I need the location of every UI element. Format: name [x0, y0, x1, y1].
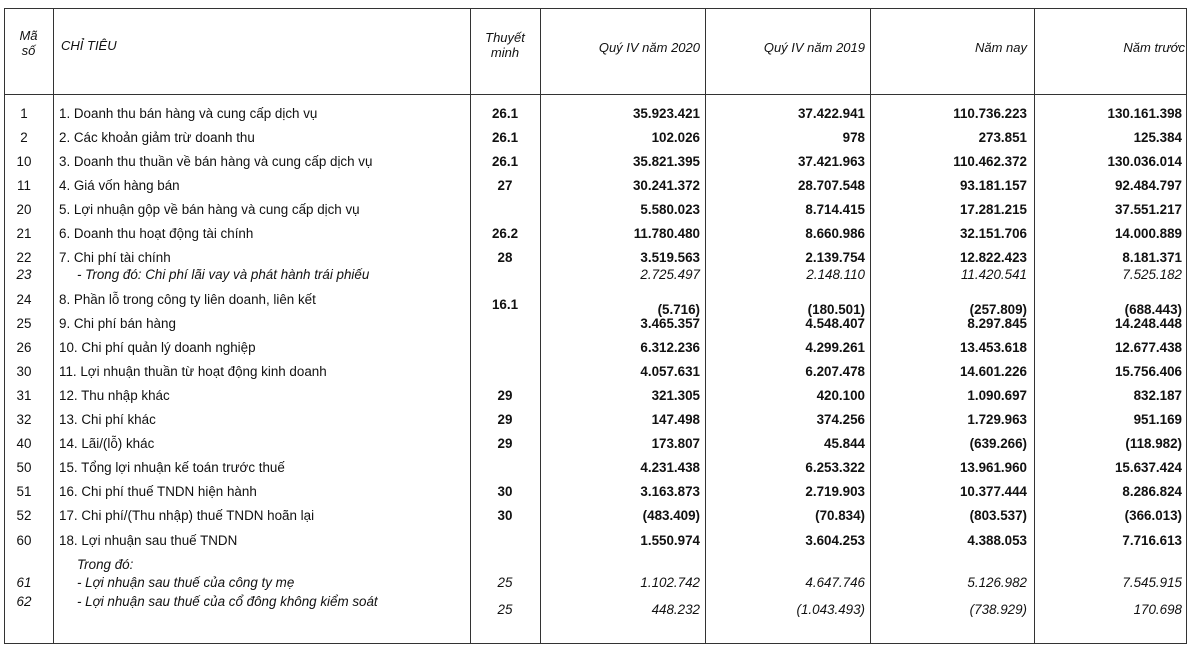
- row-note: 16.1: [491, 297, 519, 312]
- row-nam-truoc: (688.443): [1124, 302, 1182, 317]
- row-q4-2020: 35.821.395: [632, 154, 700, 169]
- row-label: 3. Doanh thu thuần về bán hàng và cung cấp dịch vụ: [59, 154, 373, 169]
- table-top-border: [4, 8, 1187, 9]
- row-nam-truoc: 130.161.398: [1107, 106, 1182, 121]
- row-code: 60: [16, 533, 32, 548]
- row-nam-truoc: 7.525.182: [1122, 267, 1182, 282]
- income-statement-table: [4, 8, 1187, 644]
- row-note: 26.2: [491, 226, 519, 241]
- row-label: 14. Lãi/(lỗ) khác: [59, 436, 155, 451]
- row-label: 12. Thu nhập khác: [59, 388, 170, 403]
- row-nam-nay: 8.297.845: [967, 316, 1027, 331]
- row-nam-nay: 32.151.706: [959, 226, 1027, 241]
- row-nam-nay: 13.453.618: [959, 340, 1027, 355]
- row-q4-2019: 4.299.261: [805, 340, 865, 355]
- row-label: 5. Lợi nhuận gộp về bán hàng và cung cấp dịch vụ: [59, 202, 360, 217]
- row-note: 29: [497, 412, 513, 427]
- row-q4-2019: 37.422.941: [797, 106, 865, 121]
- row-q4-2020: (5.716): [657, 302, 700, 317]
- row-q4-2019: 8.714.415: [805, 202, 865, 217]
- header-thuyet-line1: Thuyết: [485, 30, 525, 45]
- row-q4-2020: 11.780.480: [633, 226, 700, 241]
- row-note: 30: [497, 508, 513, 523]
- header-ma-so-line2: số: [21, 43, 36, 58]
- col-border: [470, 8, 471, 644]
- row-q4-2020: 3.519.563: [640, 250, 700, 265]
- row-code: 25: [16, 316, 32, 331]
- header-thuyet-minh: [470, 30, 540, 60]
- row-nam-truoc: 125.384: [1133, 130, 1182, 145]
- row-q4-2020: 6.312.236: [640, 340, 700, 355]
- row-nam-nay: 273.851: [978, 130, 1027, 145]
- row-q4-2019: 37.421.963: [797, 154, 865, 169]
- row-code: 32: [16, 412, 32, 427]
- row-nam-truoc: 832.187: [1133, 388, 1182, 403]
- row-q4-2019: 2.139.754: [805, 250, 865, 265]
- row-note: 27: [497, 178, 513, 193]
- row-nam-truoc: 37.551.217: [1114, 202, 1182, 217]
- row-q4-2019: 3.604.253: [805, 533, 865, 548]
- row-label: 15. Tổng lợi nhuận kế toán trước thuế: [59, 460, 285, 475]
- col-border: [53, 8, 54, 644]
- row-q4-2020: 3.163.873: [640, 484, 700, 499]
- row-nam-truoc: 15.637.424: [1114, 460, 1182, 475]
- row-q4-2020: 448.232: [651, 602, 700, 617]
- row-nam-nay: 11.420.541: [960, 267, 1027, 282]
- row-note: 29: [497, 388, 513, 403]
- row-note: 25: [497, 602, 513, 617]
- row-nam-nay: (803.537): [969, 508, 1027, 523]
- row-label: - Lợi nhuận sau thuế của cổ đông không kiểm soát: [77, 594, 378, 609]
- row-nam-truoc: 7.545.915: [1122, 575, 1182, 590]
- header-divider: [4, 94, 1187, 95]
- row-q4-2020: 3.465.357: [640, 316, 700, 331]
- table-bottom-border: [4, 643, 1187, 644]
- row-label: 1. Doanh thu bán hàng và cung cấp dịch vụ: [59, 106, 318, 121]
- row-code: 21: [16, 226, 32, 241]
- row-q4-2020: 4.057.631: [640, 364, 700, 379]
- row-label: Trong đó:: [77, 557, 134, 572]
- row-q4-2019: 45.844: [824, 436, 865, 451]
- row-q4-2020: 102.026: [651, 130, 700, 145]
- row-nam-truoc: 15.756.406: [1114, 364, 1182, 379]
- row-nam-truoc: (118.982): [1125, 436, 1182, 451]
- row-code: 52: [16, 508, 32, 523]
- row-label: - Trong đó: Chi phí lãi vay và phát hành trái phiếu: [77, 267, 370, 282]
- row-label: 4. Giá vốn hàng bán: [59, 178, 180, 193]
- header-q4-2019: Quý IV năm 2019: [763, 40, 865, 55]
- header-thuyet-line2: minh: [490, 45, 520, 60]
- row-nam-truoc: 7.716.613: [1122, 533, 1182, 548]
- row-nam-nay: 110.736.223: [953, 106, 1027, 121]
- row-note: 26.1: [491, 154, 519, 169]
- row-q4-2019: 28.707.548: [797, 178, 865, 193]
- row-label: 11. Lợi nhuận thuần từ hoạt động kinh doanh: [59, 364, 327, 379]
- row-q4-2019: (180.501): [807, 302, 865, 317]
- row-nam-nay: (639.266): [969, 436, 1027, 451]
- row-q4-2020: 30.241.372: [632, 178, 700, 193]
- row-note: 25: [497, 575, 513, 590]
- row-code: 2: [20, 130, 28, 145]
- row-code: 22: [16, 250, 32, 265]
- row-code: 30: [16, 364, 32, 379]
- row-nam-truoc: 170.698: [1133, 602, 1182, 617]
- row-code: 62: [16, 594, 32, 609]
- row-note: 29: [497, 436, 513, 451]
- row-q4-2019: 374.256: [816, 412, 865, 427]
- row-nam-nay: 10.377.444: [959, 484, 1027, 499]
- row-q4-2020: 321.305: [651, 388, 700, 403]
- row-q4-2019: 420.100: [816, 388, 865, 403]
- row-nam-nay: 17.281.215: [959, 202, 1027, 217]
- row-q4-2019: 978: [842, 130, 865, 145]
- header-nam-truoc: Năm trước: [1123, 40, 1185, 55]
- row-q4-2019: 4.647.746: [805, 575, 865, 590]
- row-note: 30: [497, 484, 513, 499]
- row-nam-nay: (738.929): [969, 602, 1027, 617]
- row-code: 1: [20, 106, 28, 121]
- row-q4-2020: 35.923.421: [632, 106, 700, 121]
- row-nam-truoc: 130.036.014: [1107, 154, 1182, 169]
- row-q4-2020: 5.580.023: [640, 202, 700, 217]
- row-note: 28: [497, 250, 513, 265]
- row-label: 9. Chi phí bán hàng: [59, 316, 176, 331]
- row-q4-2020: 4.231.438: [640, 460, 700, 475]
- row-q4-2019: 2.148.110: [806, 267, 865, 282]
- row-q4-2020: 1.550.974: [640, 533, 700, 548]
- header-ma-so: [4, 28, 53, 58]
- row-nam-truoc: 951.169: [1133, 412, 1182, 427]
- row-nam-nay: 93.181.157: [959, 178, 1027, 193]
- row-q4-2019: 2.719.903: [805, 484, 865, 499]
- row-label: 16. Chi phí thuế TNDN hiện hành: [59, 484, 257, 499]
- row-label: 6. Doanh thu hoạt động tài chính: [59, 226, 254, 241]
- row-code: 61: [16, 575, 32, 590]
- row-q4-2020: 173.807: [651, 436, 700, 451]
- row-nam-truoc: (366.013): [1124, 508, 1182, 523]
- row-note: 26.1: [491, 106, 519, 121]
- row-nam-truoc: 92.484.797: [1114, 178, 1182, 193]
- row-code: 24: [16, 292, 32, 307]
- row-code: 40: [16, 436, 32, 451]
- header-ma-so-line1: Mã: [19, 28, 38, 43]
- col-border: [1186, 8, 1187, 644]
- row-nam-nay: 4.388.053: [967, 533, 1027, 548]
- row-code: 51: [16, 484, 32, 499]
- row-code: 50: [16, 460, 32, 475]
- row-nam-truoc: 14.248.448: [1114, 316, 1182, 331]
- row-nam-nay: 5.126.982: [967, 575, 1027, 590]
- row-code: 26: [16, 340, 32, 355]
- row-label: 18. Lợi nhuận sau thuế TNDN: [59, 533, 238, 548]
- row-code: 31: [16, 388, 32, 403]
- row-nam-nay: 12.822.423: [959, 250, 1027, 265]
- row-q4-2019: (1.043.493): [796, 602, 865, 617]
- row-q4-2019: 4.548.407: [805, 316, 865, 331]
- row-label: 13. Chi phí khác: [59, 412, 156, 427]
- row-code: 23: [16, 267, 32, 282]
- row-code: 20: [16, 202, 32, 217]
- row-nam-nay: 14.601.226: [959, 364, 1027, 379]
- row-q4-2020: (483.409): [642, 508, 700, 523]
- row-label: 7. Chi phí tài chính: [59, 250, 171, 265]
- row-nam-nay: (257.809): [969, 302, 1027, 317]
- row-code: 10: [16, 154, 32, 169]
- row-q4-2020: 147.498: [651, 412, 700, 427]
- row-nam-truoc: 8.286.824: [1122, 484, 1182, 499]
- row-nam-nay: 110.462.372: [953, 154, 1027, 169]
- row-label: - Lợi nhuận sau thuế của công ty mẹ: [77, 575, 295, 590]
- row-label: 8. Phần lỗ trong công ty liên doanh, liên kết: [59, 292, 316, 307]
- row-q4-2020: 1.102.742: [640, 575, 700, 590]
- row-q4-2019: (70.834): [815, 508, 865, 523]
- row-label: 10. Chi phí quản lý doanh nghiệp: [59, 340, 256, 355]
- row-nam-nay: 13.961.960: [959, 460, 1027, 475]
- row-q4-2019: 8.660.986: [805, 226, 865, 241]
- row-nam-truoc: 8.181.371: [1122, 250, 1182, 265]
- row-label: 2. Các khoản giảm trừ doanh thu: [59, 130, 255, 145]
- row-q4-2020: 2.725.497: [640, 267, 700, 282]
- row-nam-truoc: 14.000.889: [1114, 226, 1182, 241]
- header-q4-2020: Quý IV năm 2020: [598, 40, 700, 55]
- header-nam-nay: Năm nay: [974, 40, 1027, 55]
- row-code: 11: [17, 178, 31, 193]
- row-label: 17. Chi phí/(Thu nhập) thuế TNDN hoãn lại: [59, 508, 315, 523]
- row-q4-2019: 6.253.322: [805, 460, 865, 475]
- row-note: 26.1: [491, 130, 519, 145]
- row-q4-2019: 6.207.478: [805, 364, 865, 379]
- header-chi-tieu: CHỈ TIÊU: [61, 38, 117, 53]
- row-nam-truoc: 12.677.438: [1114, 340, 1182, 355]
- row-nam-nay: 1.090.697: [967, 388, 1027, 403]
- row-nam-nay: 1.729.963: [967, 412, 1027, 427]
